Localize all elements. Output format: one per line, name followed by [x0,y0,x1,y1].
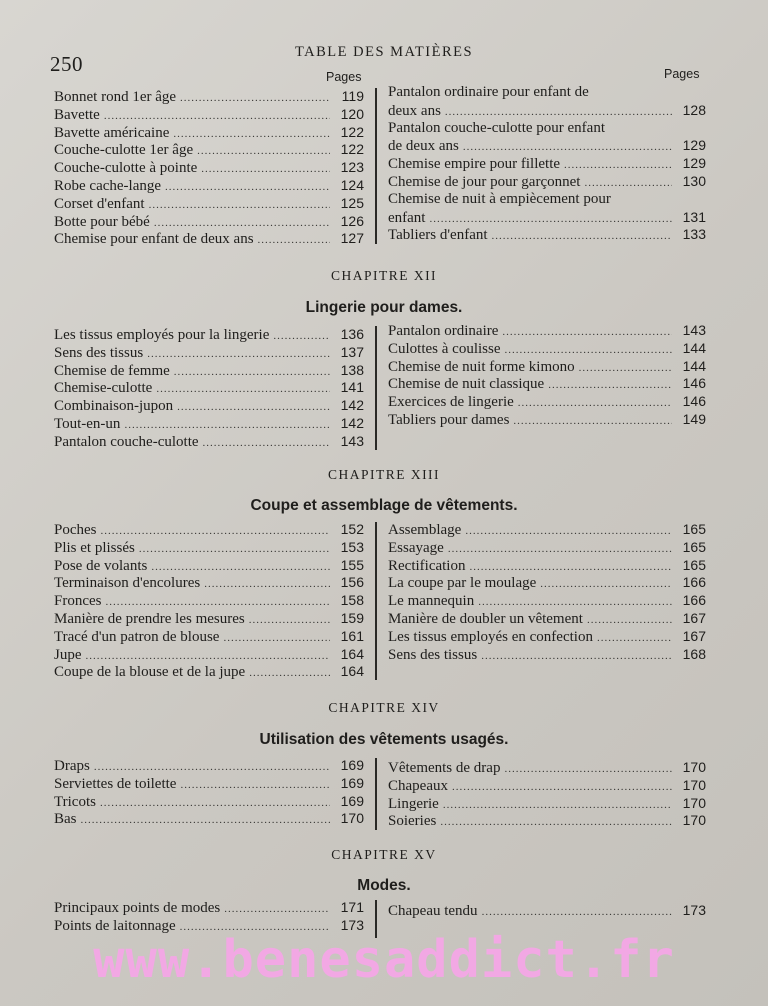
toc-entry-title: de deux ans [388,138,459,155]
toc-entry [388,574,706,592]
toc-leader-dots [204,578,330,590]
toc-entry [388,84,706,102]
toc-leader-dots [165,181,330,193]
toc-entry [388,102,706,120]
toc-entry-title: Bavette américaine [54,124,170,141]
toc-leader-dots [249,667,330,679]
toc-entry [388,393,706,411]
toc-leader-dots [445,106,672,118]
toc-entry-page: 146 [682,375,706,392]
toc-entry-page: 169 [340,774,364,791]
toc-entry [54,344,364,362]
toc-entry [388,610,706,628]
toc-entry [54,397,364,415]
toc-entry [388,539,706,557]
toc-leader-dots [452,781,672,793]
toc-entry-title: Chemise de jour pour garçonnet [388,173,581,190]
toc-entry-title: Chapeaux [388,777,448,794]
toc-entry [54,88,364,106]
toc-column-right [388,84,706,244]
toc-leader-dots [463,141,672,153]
toc-entry-page: 173 [682,902,706,918]
toc-entry-page: 143 [682,322,706,338]
toc-entry-title: Chemise de nuit classique [388,376,545,393]
toc-entry [54,628,364,646]
toc-leader-dots [124,419,330,431]
toc-column-right [388,322,706,429]
chapter-heading-xv: CHAPITRE XV [331,847,437,862]
toc-column-left [54,521,364,681]
toc-entry-title: Fronces [54,593,102,610]
toc-entry-title: Chemise de nuit à empiècement pour [388,190,611,207]
toc-entry-title: Principaux points de modes [54,900,221,916]
toc-leader-dots [273,330,330,342]
toc-entry-title: Chemise-culotte [54,380,153,397]
toc-entry-title: Essayage [388,539,444,556]
toc-entry-title: Coupe de la blouse et de la jupe [54,664,246,681]
toc-leader-dots [94,761,330,773]
toc-entry-page: 155 [340,556,364,573]
chapter-heading-xii: CHAPITRE XII [330,268,438,283]
watermark-text: www.benesaddict.fr [93,930,675,990]
toc-entry [388,759,706,777]
toc-entry-title: Tracé d'un patron de blouse [54,628,220,645]
toc-leader-dots [540,578,672,590]
toc-entry-page: 129 [682,155,706,172]
toc-entry-page: 165 [682,521,706,537]
toc-entry [54,899,364,917]
chapter-title-xv: Modes. [357,877,411,894]
toc-leader-dots [482,906,672,918]
toc-entry [54,592,364,610]
toc-entry-title: Manière de prendre les mesures [54,610,245,627]
toc-entry-page: 142 [340,397,364,414]
toc-entry [54,159,364,177]
toc-leader-dots [104,110,330,122]
toc-leader-dots [151,561,330,573]
toc-entry-title: Assemblage [388,522,462,538]
toc-leader-dots [81,814,331,826]
toc-entry-page: 130 [682,172,706,189]
toc-leader-dots [100,797,330,809]
toc-entry [388,120,706,138]
toc-entry-title: Bonnet rond 1er âge [54,89,177,105]
toc-leader-dots [224,903,330,915]
toc-entry-page: 137 [340,343,364,360]
toc-leader-dots [465,525,672,537]
toc-entry-title: Pantalon ordinaire pour enfant de [388,84,589,100]
toc-entry-title: Chemise de nuit forme kimono [388,358,575,375]
toc-entry [388,155,706,173]
column-divider [375,326,377,450]
toc-entry-title: Rectification [388,557,466,574]
chapter-heading-xiii: CHAPITRE XIII [327,467,441,482]
toc-leader-dots [173,128,330,140]
toc-entry-title: Tout-en-un [54,415,121,432]
toc-leader-dots [597,632,672,644]
toc-entry [54,775,364,793]
toc-entry-title: Manière de doubler un vêtement [388,610,583,627]
toc-leader-dots [504,763,672,775]
toc-entry-page: 165 [682,556,706,573]
toc-leader-dots [139,543,330,555]
chapter-heading-xiv: CHAPITRE XIV [328,700,440,715]
toc-entry-page: 136 [340,326,364,342]
toc-entry [388,137,706,155]
toc-entry-title: Corset d'enfant [54,195,145,212]
toc-entry [54,106,364,124]
toc-entry-page: 122 [340,123,364,140]
toc-entry-page: 128 [682,101,706,118]
toc-entry-page: 143 [340,432,364,449]
pages-label-right: Pages [664,67,700,81]
toc-leader-dots [564,159,672,171]
toc-entry [54,415,364,433]
toc-entry-title: Bavette [54,106,100,123]
toc-entry [54,230,364,248]
toc-entry-page: 171 [340,899,364,915]
toc-entry-page: 144 [682,339,706,356]
page-number: 250 [50,52,83,76]
toc-entry-page: 164 [340,645,364,662]
toc-leader-dots [579,362,672,374]
toc-entry-page: 166 [682,592,706,609]
toc-entry-page: 169 [340,792,364,809]
toc-leader-dots [518,397,672,409]
toc-leader-dots [469,561,672,573]
toc-entry-title: deux ans [388,102,441,119]
toc-leader-dots [180,92,330,104]
toc-column-left [54,88,364,248]
toc-leader-dots [258,234,330,246]
toc-leader-dots [440,816,672,828]
toc-entry [54,793,364,811]
toc-entry-page: 164 [340,663,364,680]
toc-entry-page: 152 [340,521,364,537]
toc-entry-page: 124 [340,176,364,193]
toc-column-left [54,326,364,451]
toc-entry-title: Points de laitonnage [54,917,176,934]
toc-column-right [388,521,706,663]
toc-leader-dots [448,543,672,555]
toc-entry-title: Le mannequin [388,593,475,610]
toc-entry-page: 165 [682,538,706,555]
toc-entry-title: Combinaison-jupon [54,398,174,415]
toc-entry [54,539,364,557]
toc-entry-title: Les tissus employés pour la lingerie [54,327,270,343]
toc-entry-title: Soieries [388,813,437,830]
toc-entry [388,173,706,191]
toc-entry-title: Pose de volants [54,557,148,574]
toc-entry [54,663,364,681]
toc-entry-page: 138 [340,361,364,378]
toc-entry [388,902,706,920]
toc-entry-page: 167 [682,609,706,626]
column-divider [375,88,377,244]
toc-entry [388,557,706,575]
toc-leader-dots [86,650,331,662]
toc-entry-page: 168 [682,645,706,662]
toc-entry [54,810,364,828]
toc-entry [388,209,706,227]
toc-entry-page: 161 [340,627,364,644]
toc-entry-title: Tricots [54,793,96,810]
toc-entry-title: Sens des tissus [54,344,144,361]
toc-entry-title: Tabliers d'enfant [388,227,488,244]
toc-leader-dots [149,199,330,211]
toc-entry-title: Exercices de lingerie [388,394,514,411]
toc-entry-title: Chapeau tendu [388,903,478,919]
toc-entry-title: Chemise pour enfant de deux ans [54,231,254,248]
toc-entry-title: Botte pour bébé [54,213,150,230]
toc-entry-page: 122 [340,141,364,158]
toc-column-right [388,759,706,830]
toc-entry [388,628,706,646]
toc-entry [54,177,364,195]
toc-entry [54,141,364,159]
toc-leader-dots [429,213,672,225]
toc-entry-title: Pantalon couche-culotte [54,433,199,450]
toc-entry-title: Draps [54,758,90,774]
toc-entry-page: 144 [682,357,706,374]
toc-entry-page: 123 [340,159,364,176]
toc-entry-page: 167 [682,627,706,644]
toc-entry [388,521,706,539]
toc-entry-title: Sens des tissus [388,646,478,663]
toc-leader-dots [201,163,330,175]
toc-leader-dots [174,366,330,378]
toc-entry [54,433,364,451]
running-title: TABLE DES MATIÈRES [294,44,474,60]
toc-leader-dots [177,401,330,413]
toc-entry-title: Chemise empire pour fillette [388,156,561,173]
toc-entry-title: Terminaison d'encolures [54,575,201,592]
toc-entry-title: Culottes à coulisse [388,340,501,357]
toc-entry-title: Jupe [54,646,82,663]
toc-entry [54,574,364,592]
toc-leader-dots [156,383,330,395]
toc-entry-page: 156 [340,574,364,591]
toc-entry [388,226,706,244]
toc-entry-title: Lingerie [388,795,439,812]
toc-entry-page: 158 [340,592,364,609]
toc-entry-page: 131 [682,208,706,225]
toc-entry-page: 169 [340,757,364,773]
toc-entry-page: 173 [340,916,364,933]
toc-entry-title: Pantalon ordinaire [388,323,499,339]
toc-leader-dots [587,614,672,626]
toc-entry-title: enfant [388,209,426,226]
toc-leader-dots [478,596,672,608]
toc-entry-title: Poches [54,522,97,538]
toc-entry-page: 170 [682,794,706,811]
chapter-title-xiii: Coupe et assemblage de vêtements. [250,497,518,514]
toc-entry [54,213,364,231]
toc-entry-title: Plis et plissés [54,539,135,556]
toc-leader-dots [502,326,672,338]
toc-leader-dots [203,437,330,449]
toc-leader-dots [147,348,330,360]
toc-entry-page: 170 [682,776,706,793]
toc-entry [388,646,706,664]
toc-entry [54,610,364,628]
toc-entry [388,812,706,830]
toc-entry [388,777,706,795]
toc-column-right [388,902,706,920]
toc-entry-page: 142 [340,414,364,431]
toc-entry-page: 133 [682,226,706,243]
toc-entry-title: Tabliers pour dames [388,411,510,428]
toc-leader-dots [548,379,672,391]
toc-entry-title: Vêtements de drap [388,760,501,776]
toc-entry-title: Les tissus employés en confection [388,628,593,645]
toc-entry-page: 120 [340,105,364,122]
toc-entry [54,362,364,380]
toc-entry-page: 126 [340,212,364,229]
toc-entry [388,322,706,340]
toc-leader-dots [492,230,672,242]
toc-leader-dots [197,145,330,157]
toc-entry [54,646,364,664]
toc-entry-page: 125 [340,194,364,211]
toc-entry [388,375,706,393]
toc-entry-title: Chemise de femme [54,362,170,379]
toc-entry-page: 129 [682,137,706,154]
toc-column-left [54,757,364,828]
toc-entry-title: La coupe par le moulage [388,575,537,592]
toc-entry [388,592,706,610]
toc-leader-dots [249,614,330,626]
toc-entry [388,191,706,209]
toc-entry-page: 159 [340,609,364,626]
toc-entry [54,379,364,397]
column-divider [375,758,377,830]
toc-entry-page: 166 [682,574,706,591]
toc-entry-page: 146 [682,393,706,410]
toc-leader-dots [505,344,673,356]
toc-entry [54,757,364,775]
toc-entry-title: Serviettes de toilette [54,775,177,792]
toc-leader-dots [584,177,672,189]
toc-entry [54,521,364,539]
toc-entry [388,358,706,376]
toc-entry-title: Robe cache-lange [54,177,162,194]
toc-entry-page: 127 [340,230,364,247]
toc-leader-dots [513,415,672,427]
toc-leader-dots [154,217,330,229]
toc-entry [388,795,706,813]
toc-leader-dots [481,650,672,662]
chapter-title-xiv: Utilisation des vêtements usagés. [259,731,509,748]
toc-entry-title: Bas [54,811,77,828]
toc-entry-page: 170 [340,810,364,827]
toc-leader-dots [443,799,672,811]
toc-leader-dots [180,779,330,791]
toc-entry [54,326,364,344]
toc-entry [388,411,706,429]
toc-leader-dots [101,525,331,537]
toc-entry-title: Pantalon couche-culotte pour enfant [388,119,606,136]
toc-entry-page: 170 [682,812,706,829]
toc-entry-page: 170 [682,759,706,775]
toc-entry [54,124,364,142]
toc-entry-page: 141 [340,379,364,396]
pages-label-left: Pages [326,70,362,84]
toc-entry [54,557,364,575]
chapter-title-xii: Lingerie pour dames. [305,299,463,316]
toc-entry-page: 149 [682,410,706,427]
column-divider [375,522,377,680]
toc-leader-dots [223,632,330,644]
toc-entry [388,340,706,358]
toc-entry-title: Couche-culotte 1er âge [54,142,194,159]
toc-entry [54,195,364,213]
toc-entry-title: Couche-culotte à pointe [54,160,198,177]
toc-leader-dots [106,596,331,608]
toc-entry-page: 153 [340,538,364,555]
toc-entry-page: 119 [341,88,364,104]
